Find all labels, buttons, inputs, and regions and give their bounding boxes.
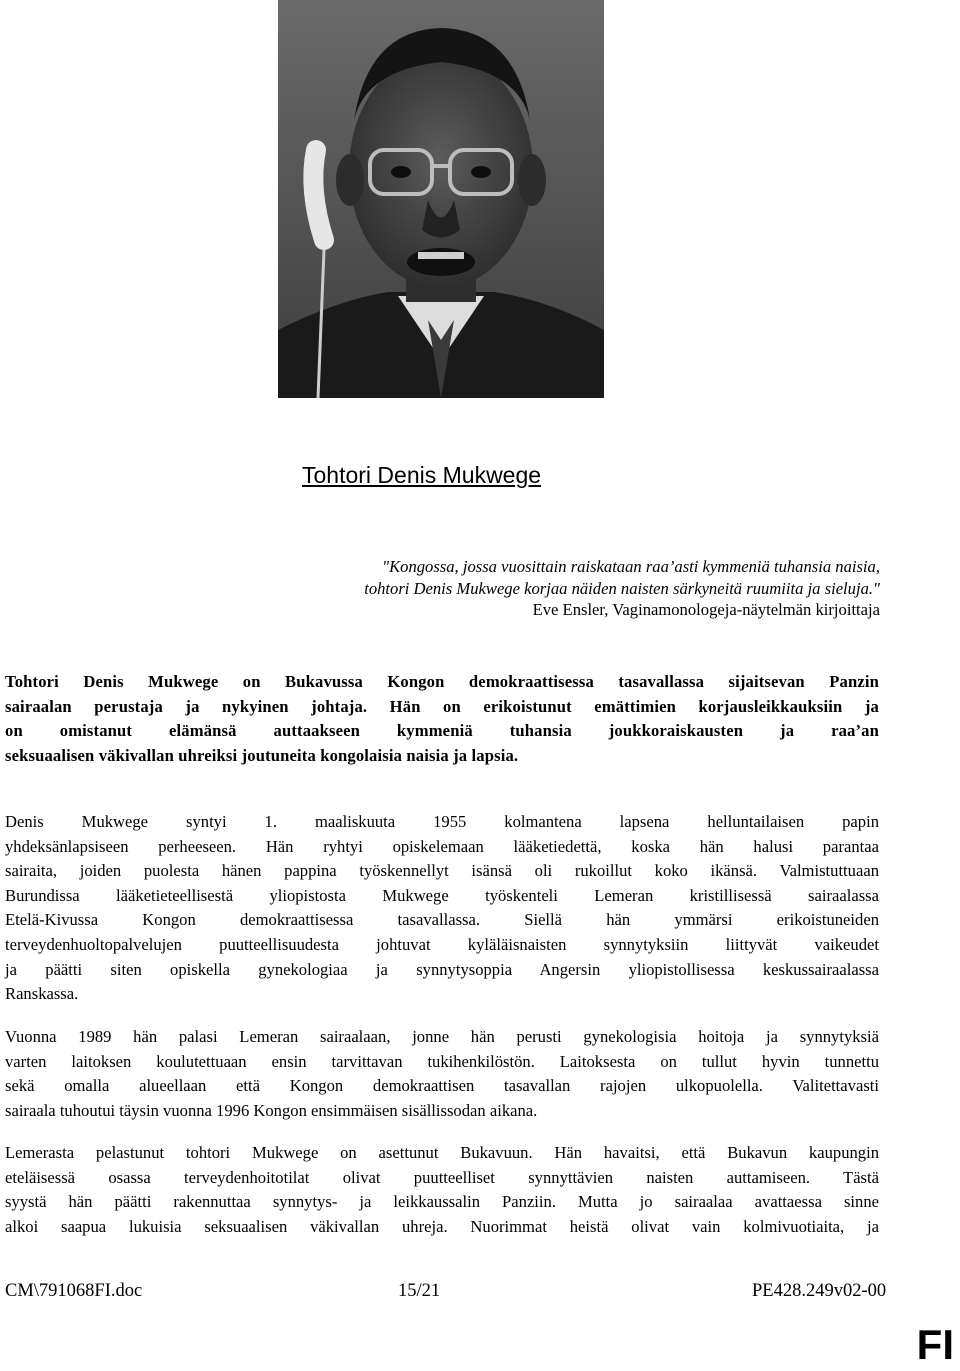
footer-doc-reference: CM\791068FI.doc xyxy=(5,1281,143,1301)
paragraph-line: yhdeksänlapsiseen perheeseen. Hän ryhtyi opiskelemaan lääketiedettä, koska hän halusi parantaa xyxy=(5,836,879,856)
paragraph-line: Denis Mukwege syntyi 1. maaliskuuta 1955 kolmantena lapsena helluntailaisen papin xyxy=(5,812,879,831)
paragraph-line: sairaita, joiden puolesta hänen pappina työskennellyt isänsä oli rukoillut koko ikänsä. Valmistuttuaan xyxy=(5,861,879,881)
paragraph-line: terveydenhuoltopalvelujen puutteellisuudesta johtuvat kyläläisnaisten synnytyksiin liittyvät vaikeudet xyxy=(5,934,879,954)
quote-attribution: Eve Ensler, Vaginamonologeja-näytelmän kirjoittaja xyxy=(532,600,880,619)
intro-paragraph xyxy=(5,670,879,768)
paragraph-line: Lemerasta pelastunut tohtori Mukwege on asettunut Bukavuun. Hän havaitsi, että Bukavun kaupungin xyxy=(5,1143,879,1162)
paragraph-line: seksuaalisen väkivallan uhreiksi joutuneita kongolaisia naisia ja lapsia. xyxy=(5,745,519,765)
biography-paragraph-2 xyxy=(5,1025,879,1123)
quote-line: "Kongossa, jossa vuosittain raiskataan raa’asti kymmeniä tuhansia naisia, xyxy=(382,557,880,576)
paragraph-line: Vuonna 1989 hän palasi Lemeran sairaalaan, jonne hän perusti gynekologisia hoitoja ja synnytyksiä xyxy=(5,1027,879,1046)
footer-pe-reference: PE428.249v02-00 xyxy=(752,1281,887,1301)
biography-paragraph-3 xyxy=(5,1141,879,1239)
portrait-photo xyxy=(278,0,604,398)
footer-page-number: 15/21 xyxy=(398,1281,441,1301)
biography-paragraph-1 xyxy=(5,810,879,1007)
paragraph-line: ja päätti siten opiskella gynekologiaa ja synnytysoppia Angersin yliopistollisessa keskussairaalassa xyxy=(5,959,879,979)
paragraph-line: on omistanut elämänsä auttaakseen kymmeniä tuhansia joukkoraiskausten ja raa’an xyxy=(5,721,879,741)
paragraph-line: syystä hän päätti rakennuttaa synnytys- ja leikkaussalin Panziin. Mutta jo sairaalaa avattaessa sinne xyxy=(5,1192,879,1212)
quote-block xyxy=(270,556,880,599)
paragraph-line: Burundissa lääketieteellisestä yliopistosta Mukwege työskenteli Lemeran kristillisessä sairaalassa xyxy=(5,885,879,905)
paragraph-line: Tohtori Denis Mukwege on Bukavussa Kongon demokraattisessa tasavallassa sijaitsevan Panzin xyxy=(5,672,879,691)
paragraph-line: Ranskassa. xyxy=(5,984,79,1004)
quote-line: tohtori Denis Mukwege korjaa näiden naisten särkyneitä ruumiita ja sieluja." xyxy=(364,578,880,598)
paragraph-line: varten laitoksen koulutettuaan ensin tarvittavan tukihenkilöstön. Laitoksesta on tullut hyvin tunnettu xyxy=(5,1051,879,1071)
page-title: Tohtori Denis Mukwege xyxy=(302,462,542,488)
paragraph-line: sairaalan perustaja ja nykyinen johtaja. Hän on erikoistunut emättimien korjausleikkauksiin ja xyxy=(5,696,879,716)
paragraph-line: Etelä-Kivussa Kongon demokraattisessa tasavallassa. Siellä hän ymmärsi erikoistuneiden xyxy=(5,910,879,930)
paragraph-line: sekä omalla alueellaan että Kongon demokraattisen tasavallan rajojen ulkopuolella. Valitettavasti xyxy=(5,1076,879,1096)
paragraph-line: alkoi saapua lukuisia seksuaalisen väkivallan uhreja. Nuorimmat heistä olivat vain kolmivuotiaita, ja xyxy=(5,1216,879,1236)
paragraph-line: sairaala tuhoutui täysin vuonna 1996 Kongon ensimmäisen sisällissodan aikana. xyxy=(5,1100,538,1120)
paragraph-line: eteläisessä osassa terveydenhoitotilat olivat puutteelliset synnyttävien naisten auttamiseen. Tästä xyxy=(5,1167,879,1187)
language-code: FI xyxy=(916,1321,954,1368)
